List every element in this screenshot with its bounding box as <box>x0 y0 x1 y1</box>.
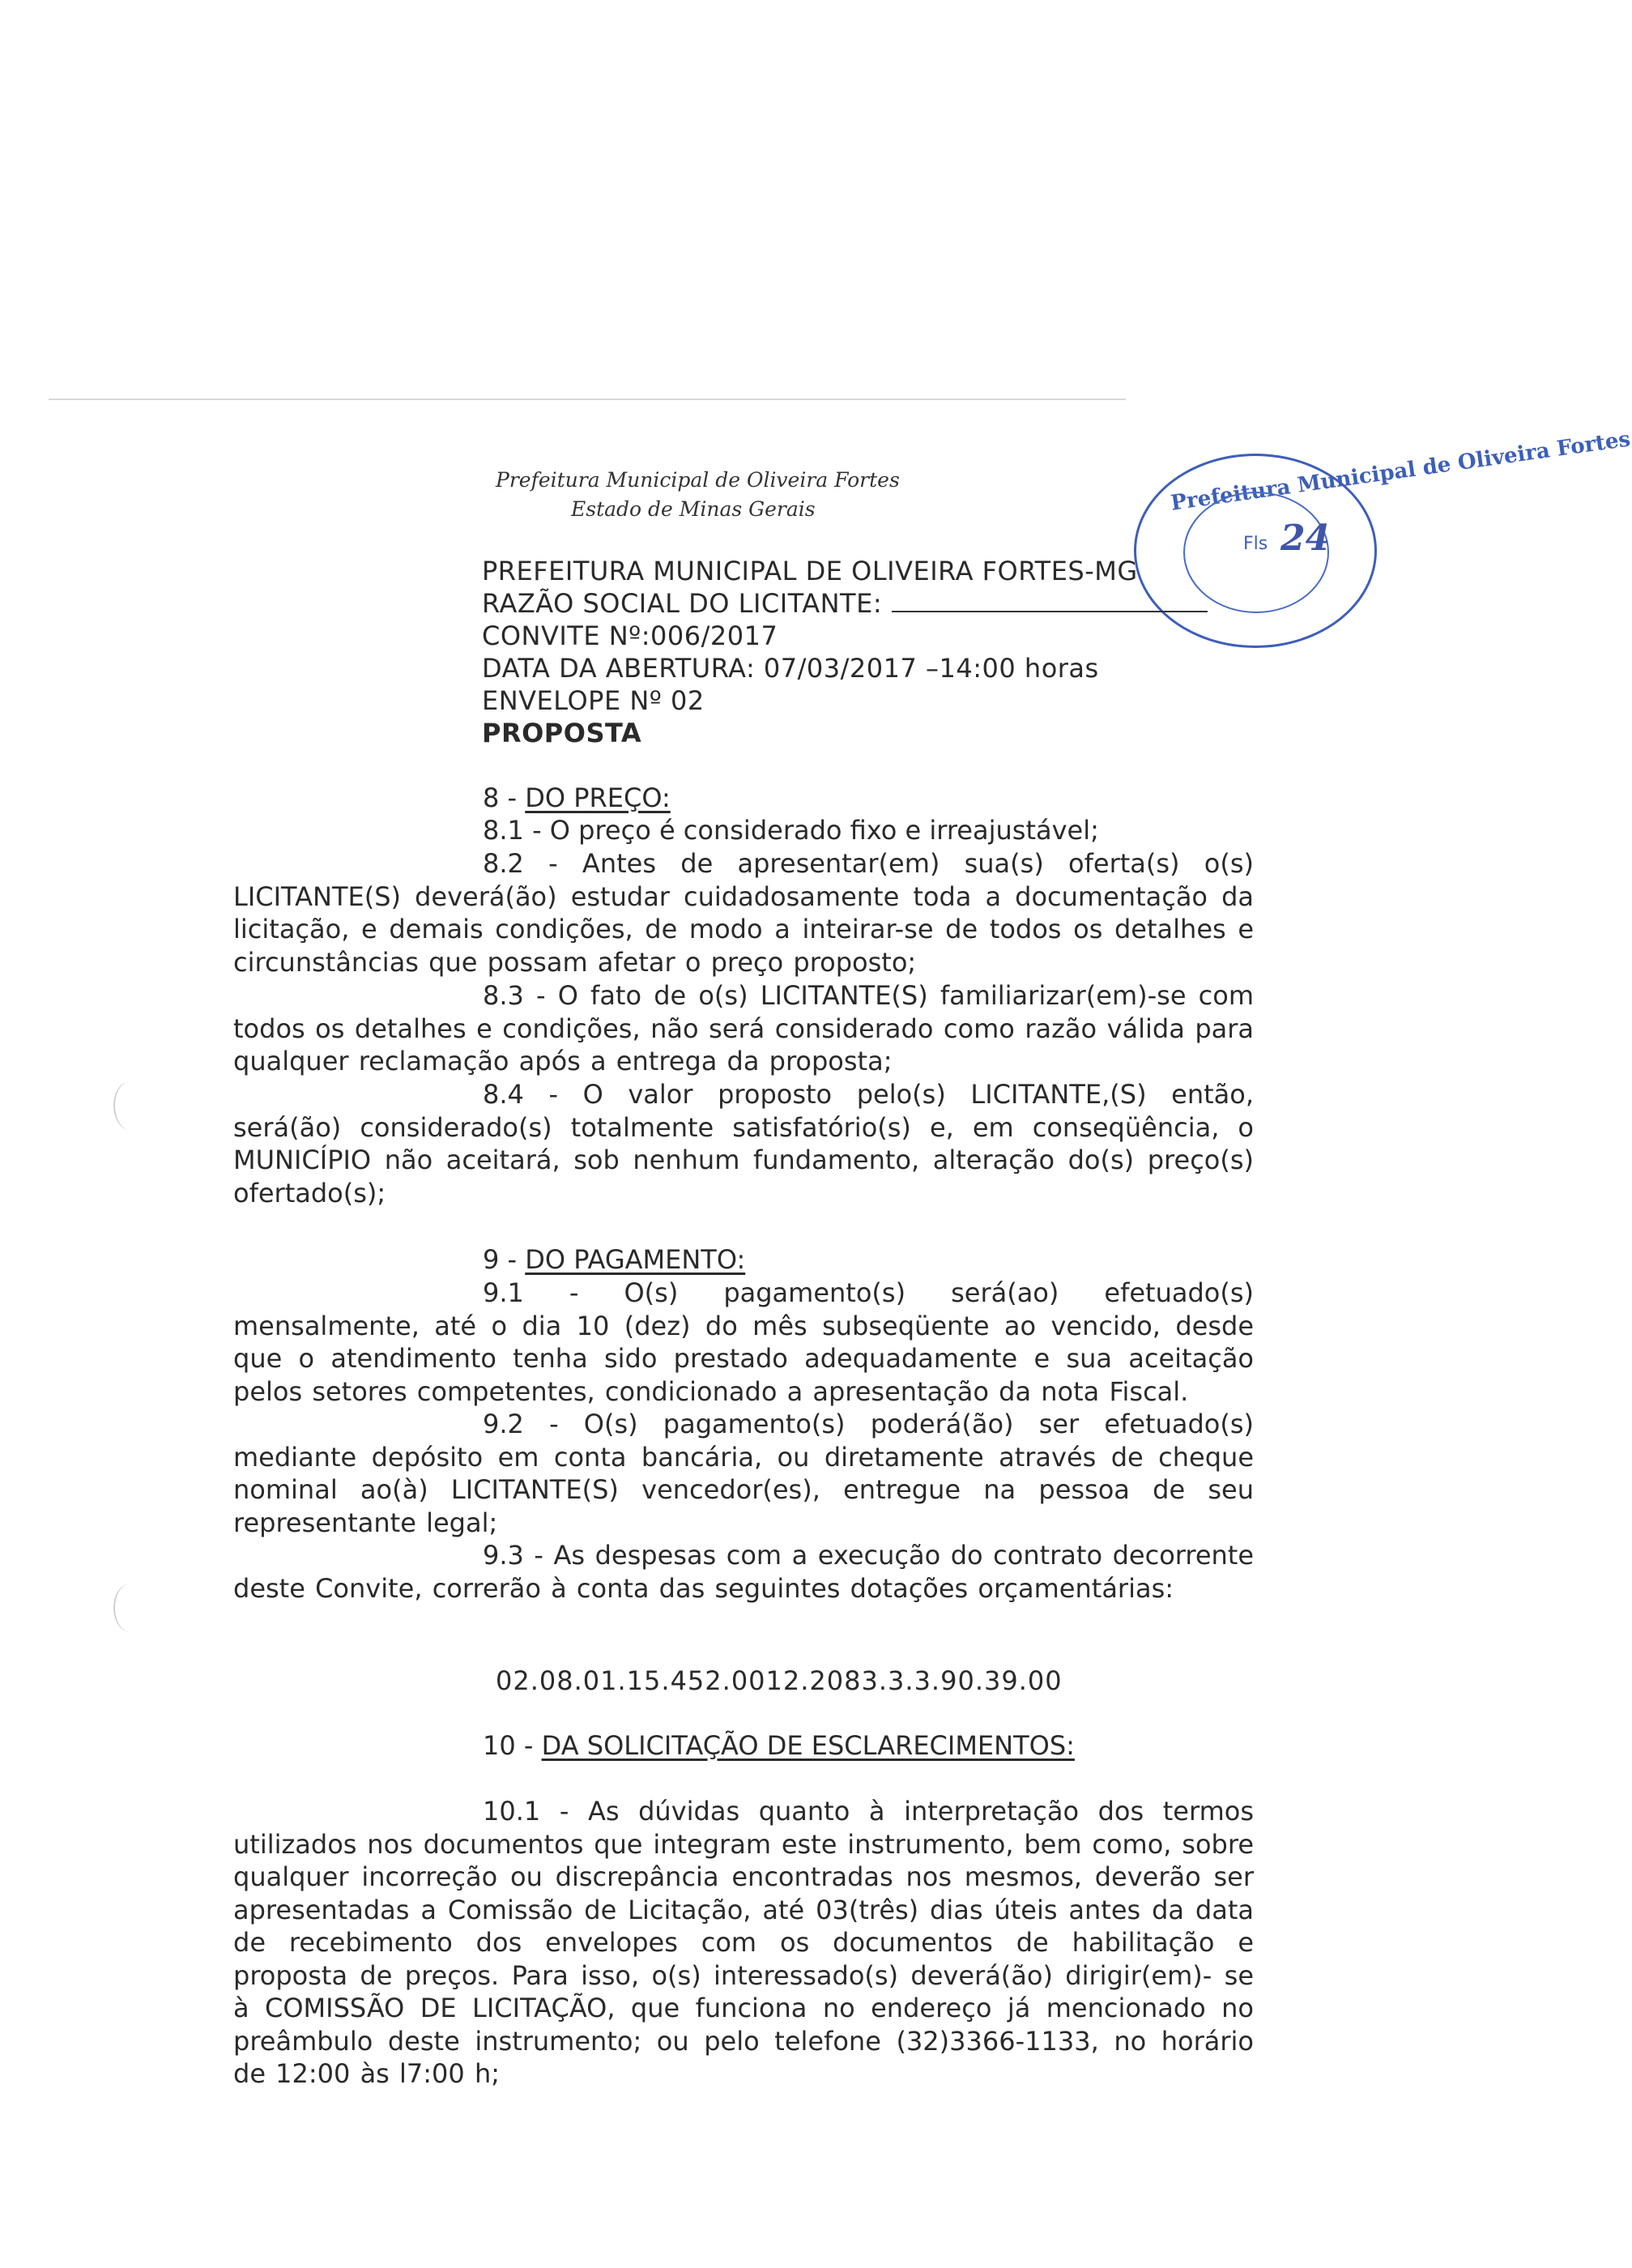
punch-hole-mark-top <box>113 1081 147 1130</box>
section-10-number: 10 - <box>483 1730 542 1761</box>
protocol-stamp <box>1134 427 1632 648</box>
section-9-item-1: 9.1 - O(s) pagamento(s) será(ao) efetuado(s) mensalmente, até o dia 10 (dez) do mês subseqüente ao vencido, desde que o atendimento tenha sido prestado adequadamente e sua aceitação pelos setores competentes, condicionado a apresentação da nota Fiscal. <box>233 1277 1254 1407</box>
header-entity: PREFEITURA MUNICIPAL DE OLIVEIRA FORTES-MG <box>482 556 1138 586</box>
stamp-fls-label: Fls <box>1243 534 1268 554</box>
section-8-item-2: 8.2 - Antes de apresentar(em) sua(s) oferta(s) o(s) LICITANTE(S) deverá(ão) estudar cuidadosamente toda a documentação da licitação, e demais condições, de modo a inteirar-se de todos os detalhes e circunstâncias que possam afetar o preço proposto; <box>233 848 1254 978</box>
scan-edge-line <box>49 399 1126 400</box>
section-10-item-1: 10.1 - As dúvidas quanto à interpretação dos termos utilizados nos documentos que integram este instrumento, bem como, sobre qualquer incorreção ou discrepância encontradas nos mesmos, deverão ser apresentadas a Comissão de Licitação, até 03(três) dias úteis antes da data de recebimento dos envelopes com os documentos de habilitação e proposta de preços. Para isso, o(s) interessado(s) deverá(ão) dirigir(em)- se à COMISSÃO DE LICITAÇÃO, que funciona no endereço já mencionado no preâmbulo deste instrumento; ou pelo telefone (32)3366-1133, no horário de 12:00 às l7:00 h; <box>233 1796 1254 2089</box>
header-proposta: PROPOSTA <box>482 718 642 748</box>
budget-allocation-code: 02.08.01.15.452.0012.2083.3.3.90.39.00 <box>496 1665 1063 1696</box>
section-8-heading <box>483 782 671 813</box>
section-10-heading <box>483 1730 1075 1761</box>
section-9-number: 9 - <box>483 1244 526 1275</box>
section-9-item-2: 9.2 - O(s) pagamento(s) poderá(ão) ser efetuado(s) mediante depósito em conta bancária, ou diretamente através de cheque nominal ao(à) LICITANTE(S) vencedor(es), entregue na pessoa de seu representante legal; <box>233 1409 1254 1538</box>
section-9-title: DO PAGAMENTO: <box>525 1244 746 1275</box>
section-8-item-4: 8.4 - O valor proposto pelo(s) LICITANTE,(S) então, será(ão) considerado(s) totalmente satisfatório(s) e, em conseqüência, o MUNICÍPIO não aceitará, sob nenhum fundamento, alteração do(s) preço(s) ofertado(s); <box>233 1079 1254 1209</box>
section-8-item-1: 8.1 - O preço é considerado fixo e irreajustável; <box>483 815 1099 846</box>
header-abertura: DATA DA ABERTURA: 07/03/2017 –14:00 horas <box>482 653 1099 684</box>
razao-social-blank-line <box>892 611 1208 612</box>
section-8-item-3: 8.3 - O fato de o(s) LICITANTE(S) familiarizar(em)-se com todos os detalhes e condições, não será considerado como razão válida para qualquer reclamação após a entrega da proposta; <box>233 980 1255 1076</box>
section-8-number: 8 - <box>483 782 526 813</box>
razao-social-label: RAZÃO SOCIAL DO LICITANTE: <box>482 588 883 619</box>
letterhead-municipality: Prefeitura Municipal de Oliveira Fortes <box>496 468 900 492</box>
letterhead-state: Estado de Minas Gerais <box>571 497 816 521</box>
section-9-item-3: 9.3 - As despesas com a execução do contrato decorrente deste Convite, correrão à conta das seguintes dotações orçamentárias: <box>233 1540 1255 1604</box>
header-convite: CONVITE Nº:006/2017 <box>482 620 778 651</box>
section-8-title: DO PREÇO: <box>525 782 671 813</box>
punch-hole-mark-bottom <box>113 1584 147 1632</box>
stamp-ring-text: Prefeitura Municipal de Oliveira Fortes <box>1169 427 1632 516</box>
section-10-title: DA SOLICITAÇÃO DE ESCLARECIMENTOS: <box>541 1730 1075 1761</box>
section-9-heading <box>483 1244 745 1275</box>
stamp-page-number: 24 <box>1280 518 1331 559</box>
header-envelope: ENVELOPE Nº 02 <box>482 685 705 716</box>
header-razao-social <box>482 588 1208 619</box>
